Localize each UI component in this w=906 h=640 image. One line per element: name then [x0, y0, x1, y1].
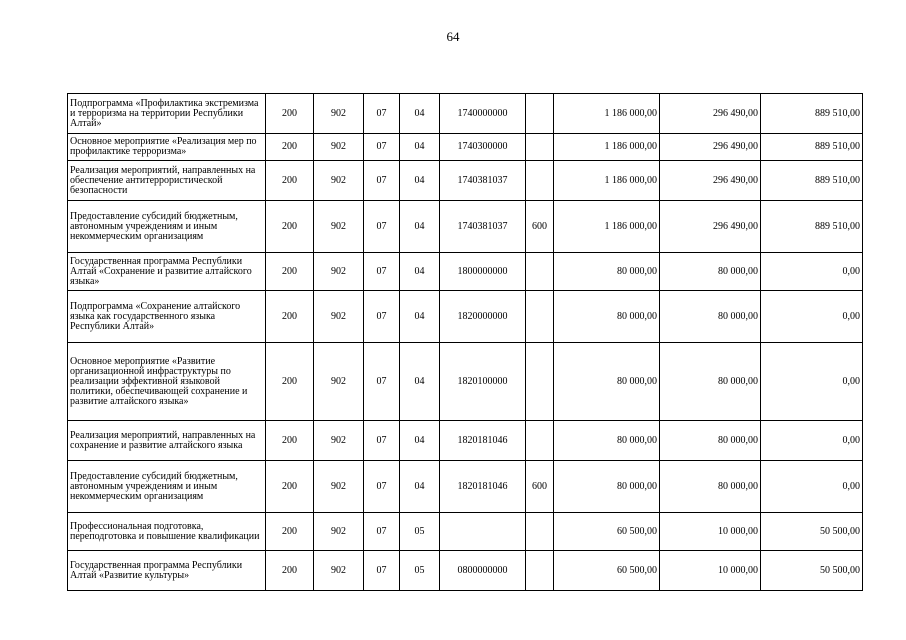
code-target: 1820100000 [440, 343, 526, 421]
row-name: Предоставление субсидий бюджетным, автономным учреждениям и иным некоммерческим организациям [68, 461, 266, 513]
table-row [68, 551, 863, 591]
code-type [526, 134, 554, 161]
table-row [68, 291, 863, 343]
value-1: 1 186 000,00 [554, 161, 660, 201]
code-target: 1820181046 [440, 461, 526, 513]
code-4: 05 [400, 551, 440, 591]
code-type: 600 [526, 201, 554, 253]
table-row [68, 94, 863, 134]
code-2: 902 [314, 134, 364, 161]
code-1: 200 [266, 253, 314, 291]
value-3: 50 500,00 [761, 551, 863, 591]
code-type [526, 343, 554, 421]
code-3: 07 [364, 343, 400, 421]
code-3: 07 [364, 253, 400, 291]
code-2: 902 [314, 343, 364, 421]
value-2: 296 490,00 [660, 134, 761, 161]
code-target: 1740000000 [440, 94, 526, 134]
code-4: 05 [400, 513, 440, 551]
code-4: 04 [400, 134, 440, 161]
value-1: 80 000,00 [554, 291, 660, 343]
code-3: 07 [364, 461, 400, 513]
code-1: 200 [266, 94, 314, 134]
value-3: 889 510,00 [761, 201, 863, 253]
code-type [526, 551, 554, 591]
table-row [68, 161, 863, 201]
table-row [68, 201, 863, 253]
row-name: Реализация мероприятий, направленных на сохранение и развитие алтайского языка [68, 421, 266, 461]
code-type [526, 513, 554, 551]
value-3: 0,00 [761, 253, 863, 291]
value-1: 60 500,00 [554, 513, 660, 551]
value-2: 10 000,00 [660, 513, 761, 551]
code-1: 200 [266, 134, 314, 161]
code-1: 200 [266, 421, 314, 461]
table-row [68, 461, 863, 513]
code-3: 07 [364, 94, 400, 134]
code-target: 1740381037 [440, 161, 526, 201]
code-2: 902 [314, 201, 364, 253]
code-target: 1800000000 [440, 253, 526, 291]
code-2: 902 [314, 253, 364, 291]
code-3: 07 [364, 291, 400, 343]
row-name: Основное мероприятие «Развитие организационной инфраструктуры по реализации эффективной языковой политики, обеспечивающей сохранение и развитие алтайского языка» [68, 343, 266, 421]
value-1: 80 000,00 [554, 461, 660, 513]
code-type [526, 291, 554, 343]
code-target [440, 513, 526, 551]
table-row [68, 421, 863, 461]
code-2: 902 [314, 291, 364, 343]
row-name: Предоставление субсидий бюджетным, автономным учреждениям и иным некоммерческим организациям [68, 201, 266, 253]
value-3: 0,00 [761, 343, 863, 421]
row-name: Профессиональная подготовка, переподготовка и повышение квалификации [68, 513, 266, 551]
value-3: 0,00 [761, 421, 863, 461]
code-3: 07 [364, 134, 400, 161]
page-number: 64 [446, 29, 460, 44]
value-2: 80 000,00 [660, 291, 761, 343]
value-1: 60 500,00 [554, 551, 660, 591]
code-target: 1740381037 [440, 201, 526, 253]
value-2: 80 000,00 [660, 343, 761, 421]
code-1: 200 [266, 513, 314, 551]
value-2: 296 490,00 [660, 161, 761, 201]
budget-table [67, 93, 863, 591]
code-4: 04 [400, 253, 440, 291]
row-name: Государственная программа Республики Алтай «Сохранение и развитие алтайского языка» [68, 253, 266, 291]
table-row [68, 134, 863, 161]
value-1: 80 000,00 [554, 343, 660, 421]
code-3: 07 [364, 201, 400, 253]
value-3: 0,00 [761, 461, 863, 513]
code-target: 1740300000 [440, 134, 526, 161]
code-1: 200 [266, 291, 314, 343]
value-2: 10 000,00 [660, 551, 761, 591]
code-1: 200 [266, 343, 314, 421]
code-2: 902 [314, 161, 364, 201]
value-1: 80 000,00 [554, 421, 660, 461]
table-body [68, 94, 863, 591]
value-2: 296 490,00 [660, 94, 761, 134]
code-4: 04 [400, 291, 440, 343]
code-4: 04 [400, 421, 440, 461]
code-type: 600 [526, 461, 554, 513]
value-3: 889 510,00 [761, 161, 863, 201]
table-row [68, 253, 863, 291]
code-target: 0800000000 [440, 551, 526, 591]
code-4: 04 [400, 161, 440, 201]
row-name: Подпрограмма «Сохранение алтайского языка как государственного языка Республики Алтай» [68, 291, 266, 343]
code-1: 200 [266, 461, 314, 513]
code-4: 04 [400, 343, 440, 421]
value-3: 50 500,00 [761, 513, 863, 551]
code-4: 04 [400, 461, 440, 513]
code-2: 902 [314, 513, 364, 551]
value-3: 889 510,00 [761, 134, 863, 161]
code-1: 200 [266, 161, 314, 201]
row-name: Государственная программа Республики Алтай «Развитие культуры» [68, 551, 266, 591]
code-3: 07 [364, 161, 400, 201]
code-type [526, 94, 554, 134]
code-2: 902 [314, 461, 364, 513]
row-name: Основное мероприятие «Реализация мер по профилактике терроризма» [68, 134, 266, 161]
value-1: 1 186 000,00 [554, 134, 660, 161]
row-name: Подпрограмма «Профилактика экстремизма и терроризма на территории Республики Алтай» [68, 94, 266, 134]
value-2: 80 000,00 [660, 253, 761, 291]
code-4: 04 [400, 201, 440, 253]
code-3: 07 [364, 421, 400, 461]
table-row [68, 343, 863, 421]
code-2: 902 [314, 94, 364, 134]
code-1: 200 [266, 551, 314, 591]
code-3: 07 [364, 513, 400, 551]
value-1: 1 186 000,00 [554, 94, 660, 134]
value-2: 80 000,00 [660, 461, 761, 513]
code-1: 200 [266, 201, 314, 253]
code-2: 902 [314, 551, 364, 591]
code-3: 07 [364, 551, 400, 591]
value-3: 889 510,00 [761, 94, 863, 134]
code-4: 04 [400, 94, 440, 134]
code-target: 1820181046 [440, 421, 526, 461]
value-1: 1 186 000,00 [554, 201, 660, 253]
code-type [526, 253, 554, 291]
code-2: 902 [314, 421, 364, 461]
code-type [526, 161, 554, 201]
row-name: Реализация мероприятий, направленных на обеспечение антитеррористической безопасности [68, 161, 266, 201]
value-1: 80 000,00 [554, 253, 660, 291]
value-2: 80 000,00 [660, 421, 761, 461]
code-target: 1820000000 [440, 291, 526, 343]
value-3: 0,00 [761, 291, 863, 343]
code-type [526, 421, 554, 461]
table-row [68, 513, 863, 551]
value-2: 296 490,00 [660, 201, 761, 253]
